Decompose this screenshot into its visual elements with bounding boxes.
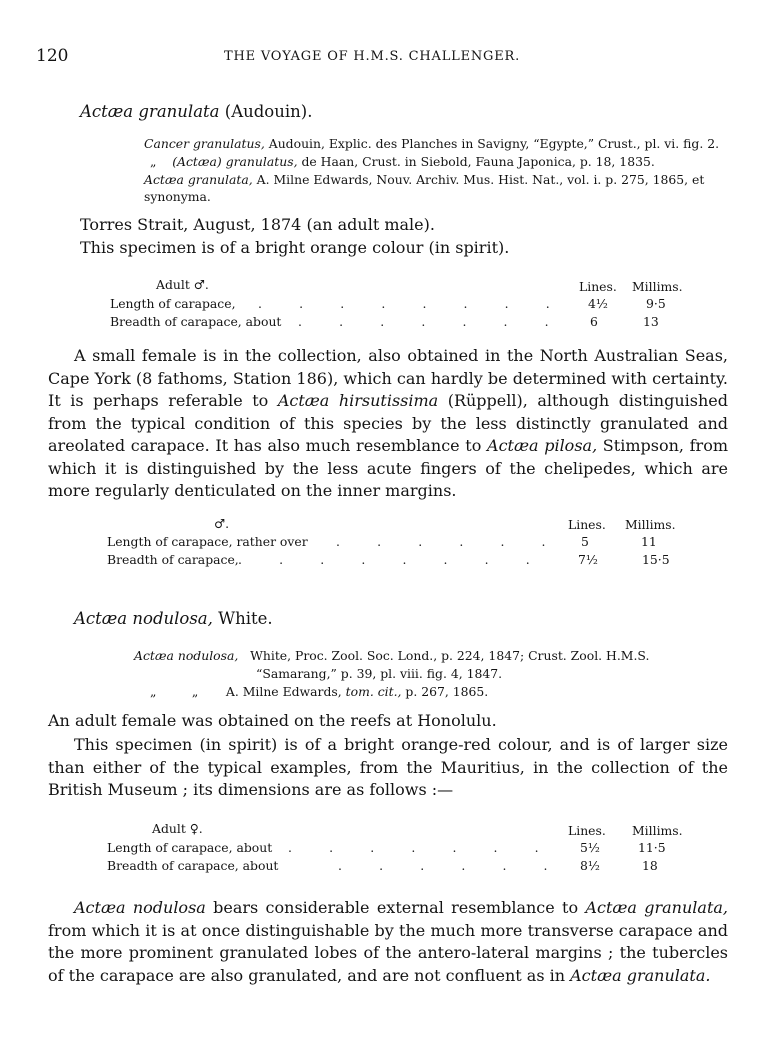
synonym-line: Actæa granulata, A. Milne Edwards, Nouv. Archiv. Mus. Hist. Nat., vol. i. p. 275, 1865, et [144,172,705,187]
synonym-line: „ (Actæa) granulatus, de Haan, Crust. in Siebold, Fauna Japonica, p. 18, 1835. [150,154,655,169]
running-title: THE VOYAGE OF H.M.S. CHALLENGER. [224,49,521,64]
row-millims: 13 [643,314,659,329]
synonym-line: Actæa nodulosa, White, Proc. Zool. Soc. Lond., p. 224, 1847; Crust. Zool. H.M.S. [134,648,650,663]
species-author: White. [218,609,273,628]
col-lines: Lines. [568,823,606,838]
locality-text: Torres Strait, August, 1874 (an adult male). [80,215,435,234]
locality-text: An adult female was obtained on the reefs at Honolulu. [48,711,497,730]
synonym-line: synonyma. [144,189,211,204]
row-lines: 6 [590,314,598,329]
row-millims: 11·5 [638,840,666,855]
species-name: Actæa granulata [80,102,220,121]
species-heading-nodulosa [74,609,273,628]
row-lines: 8½ [580,858,600,873]
row-millims: 18 [642,858,658,873]
row-lines: 5 [581,534,589,549]
synonym-line: Cancer granulatus, Audouin, Explic. des Planches in Savigny, “Egypte,” Crust., pl. vi. fig. 2. [144,136,720,151]
document-page: 120 THE VOYAGE OF H.M.S. CHALLENGER. Actæa granulata (Audouin). Cancer granulatus, Audouin, Explic. des Planches in Savigny, “Egypte,” Crust., pl. vi. fig. 2. „ (Actæa) granulatus, de Haan, Crust. in Siebold, Fauna Japonica, p. 18, 1835. Actæa granulata, A. Milne Edwards, Nouv. Archiv. Mus. Hist. Nat., vol. i. p. 275, 1865, et synonyma. Torres Strait, August, 1874 (an adult male). This specimen is of a bright orange colour (in spirit). Adult ♂. Lines. Millims. Length of carapace, . . . . . . . . 4½ 9·5 Breadth of carapace, about . . . . . . . 6 13 A small female is in the collection, also obtained in the North Australian Seas, Cape York (8 fathoms, Station 186), which can hardly be determined with certainty. It is perhaps referable to Actæa hirsutissima (Rüppell), although distinguished from the typical condition of this species by the less distinctly granulated and areolated carapace. It has also much resemblance to Actæa pilosa, Stimpson, from which it is distinguished by the less acute fingers of the chelipedes, which are more regularly denticulated on the inner margins. ♂. Lines. Millims. Length of carapace, rather over . . . . . . 5 11 Breadth of carapace, . . . . . . . . 7½ 15·5 Actæa nodulosa, White. Actæa nodulosa, White, Proc. Zool. Soc. Lond., p. 224, 1847; Crust. Zool. H.M.S. “Samarang,” p. 39, pl. viii. fig. 4, 1847. „ „ A. Milne Edwards, tom. cit., p. 267, 1865. An adult female was obtained on the reefs at Honolulu. This specimen (in spirit) is of a bright orange-red colour, and is of larger size than either of the typical examples, from the Mauritius, in the collection of the British Museum ; its dimensions are as follows :— Adult ♀. Lines. Millims. Length of carapace, about . . . . . . . 5½ 11·5 Breadth of carapace, about . . . . . . 8½ 18 Actæa nodulosa bears considerable external resemblance to Actæa granulata, from which it is at once distinguishable by the much more transverse carapace and the more prominent granulated lobes of the antero-lateral margins ; the tubercles of the carapace are also granulated, and are not confluent as in Actæa granulata. [0,0,776,1050]
table-heading: Adult ♂. [156,277,209,292]
synonym-line: “Samarang,” p. 39, pl. viii. fig. 4, 1847. [256,666,503,681]
row-label: Breadth of carapace, about [107,858,279,873]
col-lines: Lines. [579,279,617,294]
row-millims: 9·5 [646,296,666,311]
row-label: Breadth of carapace, about [110,314,282,329]
row-label: Length of carapace, [110,296,236,311]
row-lines: 7½ [578,552,598,567]
row-lines: 4½ [588,296,608,311]
description-paragraph: This specimen (in spirit) is of a bright orange-red colour, and is of larger size than either of the typical examples, from the Mauritius, in the collection of the British Museum ; its dimensions are as follows :— [48,735,728,799]
row-millims: 11 [641,534,657,549]
page-number: 120 [36,46,69,66]
col-lines: Lines. [568,517,606,532]
row-label: Length of carapace, about [107,840,273,855]
row-lines: 5½ [580,840,600,855]
species-author: (Audouin). [224,102,313,121]
row-label: Breadth of carapace, [107,552,239,567]
paragraph-comparison: Actæa nodulosa bears considerable external resemblance to Actæa granulata, from which it is at once distinguishable by the much more transverse carapace and the more prominent granulated lobes of the antero-lateral margins ; the tubercles of the carapace are also granulated, and are not confluent as in Actæa granulata. [48,898,729,985]
col-millims: Millims. [632,823,683,838]
table-heading: Adult ♀. [152,821,203,836]
colour-note: This specimen is of a bright orange colour (in spirit). [80,238,510,257]
row-millims: 15·5 [642,552,670,567]
col-millims: Millims. [632,279,683,294]
col-millims: Millims. [625,517,676,532]
species-name: Actæa nodulosa, [74,609,213,628]
table-heading: ♂. [214,516,230,531]
synonym-line: „ „ A. Milne Edwards, tom. cit., p. 267, 1865. [150,684,489,699]
paragraph-small-female: A small female is in the collection, also obtained in the North Australian Seas, Cape York (8 fathoms, Station 186), which can hardly be determined with certainty. It is perhaps referable to Actæa hirsutissima (Rüppell), although distinguished from the typical condition of this species by the less distinctly granulated and areolated carapace. It has also much resemblance to Actæa pilosa, Stimpson, from which it is distinguished by the less acute fingers of the chelipedes, which are more regularly denticulated on the inner margins. [48,346,729,500]
row-label: Length of carapace, rather over [107,534,308,549]
species-heading-granulata [80,102,312,121]
